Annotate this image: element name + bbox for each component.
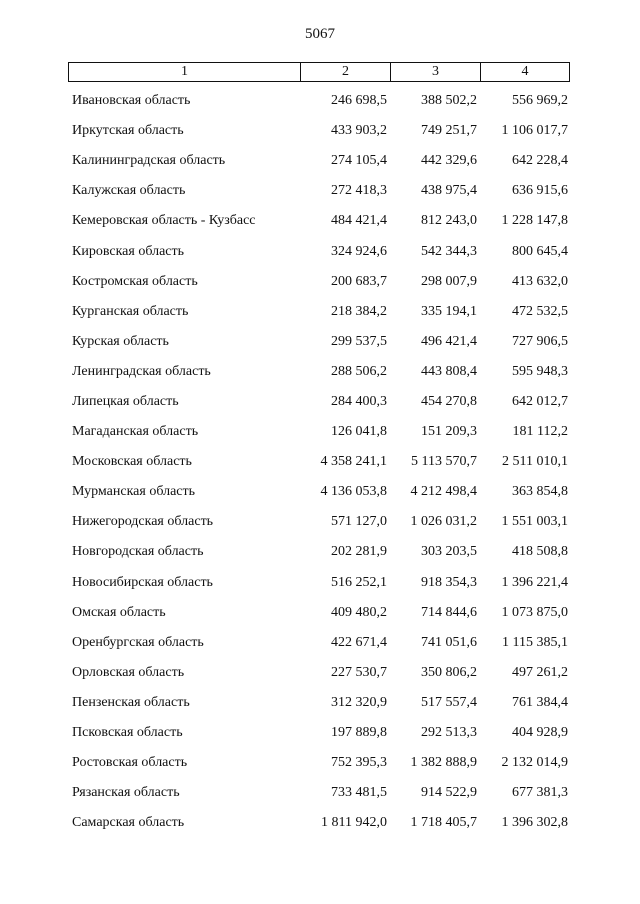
- header-col-1: 1: [69, 63, 301, 81]
- table-row: [68, 568, 570, 598]
- value-col-4: 556 969,2: [512, 93, 568, 109]
- table-row: [68, 748, 570, 778]
- value-col-3: 1 026 031,2: [410, 514, 477, 530]
- table-row: [68, 146, 570, 176]
- value-col-2: 299 537,5: [331, 333, 387, 349]
- value-col-3: 542 344,3: [421, 243, 477, 259]
- region-name: Оренбургская область: [72, 634, 204, 650]
- table-row: [68, 628, 570, 658]
- region-name: Калужская область: [72, 183, 186, 199]
- value-col-2: 197 889,8: [331, 725, 387, 741]
- value-col-3: 812 243,0: [421, 213, 477, 229]
- value-col-4: 2 132 014,9: [501, 755, 568, 771]
- value-col-2: 433 903,2: [331, 123, 387, 139]
- table-row: [68, 297, 570, 327]
- value-col-4: 2 511 010,1: [502, 454, 568, 470]
- value-col-3: 714 844,6: [421, 604, 477, 620]
- value-col-2: 4 136 053,8: [320, 484, 387, 500]
- value-col-3: 335 194,1: [421, 303, 477, 319]
- region-name: Орловская область: [72, 664, 185, 680]
- page-number: 5067: [305, 26, 335, 42]
- region-name: Московская область: [72, 454, 192, 470]
- value-col-3: 1 718 405,7: [410, 815, 477, 831]
- value-col-2: 733 481,5: [331, 785, 387, 801]
- value-col-4: 761 384,4: [512, 694, 568, 710]
- region-name: Самарская область: [72, 815, 185, 831]
- value-col-2: 202 281,9: [331, 544, 387, 560]
- region-name: Новгородская область: [72, 544, 204, 560]
- table-row: [68, 116, 570, 146]
- region-name: Кемеровская область - Кузбасс: [72, 213, 256, 229]
- table-row: [68, 357, 570, 387]
- value-col-3: 496 421,4: [421, 333, 477, 349]
- value-col-4: 595 948,3: [512, 363, 568, 379]
- region-name: Ивановская область: [72, 93, 191, 109]
- region-name: Калининградская область: [72, 153, 226, 169]
- table-body: [68, 86, 570, 838]
- value-col-4: 497 261,2: [512, 664, 568, 680]
- table-row: [68, 86, 570, 116]
- region-name: Костромская область: [72, 273, 198, 289]
- header-col-3: 3: [391, 63, 481, 81]
- value-col-3: 5 113 570,7: [411, 454, 477, 470]
- region-name: Магаданская область: [72, 424, 199, 440]
- value-col-4: 418 508,8: [512, 544, 568, 560]
- value-col-2: 4 358 241,1: [320, 454, 387, 470]
- region-name: Омская область: [72, 604, 166, 620]
- value-col-2: 272 418,3: [331, 183, 387, 199]
- value-col-2: 218 384,2: [331, 303, 387, 319]
- value-col-3: 388 502,2: [421, 93, 477, 109]
- region-name: Ленинградская область: [72, 363, 211, 379]
- value-col-3: 918 354,3: [421, 574, 477, 590]
- header-col-2: 2: [301, 63, 391, 81]
- value-col-2: 571 127,0: [331, 514, 387, 530]
- value-col-3: 4 212 498,4: [410, 484, 477, 500]
- region-name: Нижегородская область: [72, 514, 214, 530]
- region-name: Ростовская область: [72, 755, 188, 771]
- table-row: [68, 236, 570, 266]
- value-col-3: 749 251,7: [421, 123, 477, 139]
- table-row: [68, 267, 570, 297]
- value-col-2: 312 320,9: [331, 694, 387, 710]
- table-row: [68, 176, 570, 206]
- value-col-3: 914 522,9: [421, 785, 477, 801]
- region-name: Липецкая область: [72, 393, 179, 409]
- value-col-4: 472 532,5: [512, 303, 568, 319]
- region-name: Новосибирская область: [72, 574, 213, 590]
- value-col-2: 484 421,4: [331, 213, 387, 229]
- value-col-2: 752 395,3: [331, 755, 387, 771]
- value-col-4: 1 551 003,1: [501, 514, 568, 530]
- value-col-3: 454 270,8: [421, 393, 477, 409]
- table-row: [68, 387, 570, 417]
- table-row: [68, 417, 570, 447]
- value-col-3: 292 513,3: [421, 725, 477, 741]
- table-row: [68, 688, 570, 718]
- value-col-4: 642 012,7: [512, 393, 568, 409]
- table-row: [68, 537, 570, 567]
- value-col-4: 642 228,4: [512, 153, 568, 169]
- region-name: Рязанская область: [72, 785, 180, 801]
- value-col-2: 409 480,2: [331, 604, 387, 620]
- value-col-2: 274 105,4: [331, 153, 387, 169]
- table-row: [68, 477, 570, 507]
- table-row: [68, 808, 570, 838]
- region-name: Курганская область: [72, 303, 189, 319]
- value-col-4: 1 073 875,0: [501, 604, 568, 620]
- value-col-4: 1 228 147,8: [501, 213, 568, 229]
- table-header: [68, 62, 570, 82]
- value-col-4: 181 112,2: [512, 424, 568, 440]
- value-col-2: 246 698,5: [331, 93, 387, 109]
- region-name: Кировская область: [72, 243, 185, 259]
- value-col-2: 227 530,7: [331, 664, 387, 680]
- value-col-4: 1 115 385,1: [502, 634, 568, 650]
- value-col-2: 1 811 942,0: [321, 815, 387, 831]
- value-col-3: 1 382 888,9: [410, 755, 477, 771]
- value-col-4: 404 928,9: [512, 725, 568, 741]
- value-col-4: 727 906,5: [512, 333, 568, 349]
- table-row: [68, 658, 570, 688]
- region-name: Курская область: [72, 333, 169, 349]
- value-col-3: 298 007,9: [421, 273, 477, 289]
- table-row: [68, 598, 570, 628]
- region-name: Иркутская область: [72, 123, 184, 139]
- value-col-4: 1 106 017,7: [501, 123, 568, 139]
- value-col-2: 200 683,7: [331, 273, 387, 289]
- value-col-2: 126 041,8: [331, 424, 387, 440]
- value-col-3: 442 329,6: [421, 153, 477, 169]
- table-row: [68, 718, 570, 748]
- header-col-4: 4: [521, 64, 529, 79]
- value-col-3: 443 808,4: [421, 363, 477, 379]
- value-col-4: 1 396 302,8: [501, 815, 568, 831]
- table-row: [68, 778, 570, 808]
- value-col-4: 363 854,8: [512, 484, 568, 500]
- region-name: Псковская область: [72, 725, 183, 741]
- value-col-2: 516 252,1: [331, 574, 387, 590]
- table-row: [68, 327, 570, 357]
- value-col-4: 677 381,3: [512, 785, 568, 801]
- value-col-3: 517 557,4: [421, 694, 477, 710]
- region-name: Пензенская область: [72, 694, 190, 710]
- value-col-2: 324 924,6: [331, 243, 387, 259]
- table-row: [68, 447, 570, 477]
- value-col-3: 438 975,4: [421, 183, 477, 199]
- value-col-4: 1 396 221,4: [501, 574, 568, 590]
- value-col-3: 151 209,3: [421, 424, 477, 440]
- value-col-3: 350 806,2: [421, 664, 477, 680]
- table-row: [68, 206, 570, 236]
- value-col-4: 800 645,4: [512, 243, 568, 259]
- value-col-3: 741 051,6: [421, 634, 477, 650]
- value-col-4: 636 915,6: [512, 183, 568, 199]
- value-col-2: 288 506,2: [331, 363, 387, 379]
- table-row: [68, 507, 570, 537]
- value-col-3: 303 203,5: [421, 544, 477, 560]
- value-col-4: 413 632,0: [512, 273, 568, 289]
- value-col-2: 422 671,4: [331, 634, 387, 650]
- region-name: Мурманская область: [72, 484, 196, 500]
- value-col-2: 284 400,3: [331, 393, 387, 409]
